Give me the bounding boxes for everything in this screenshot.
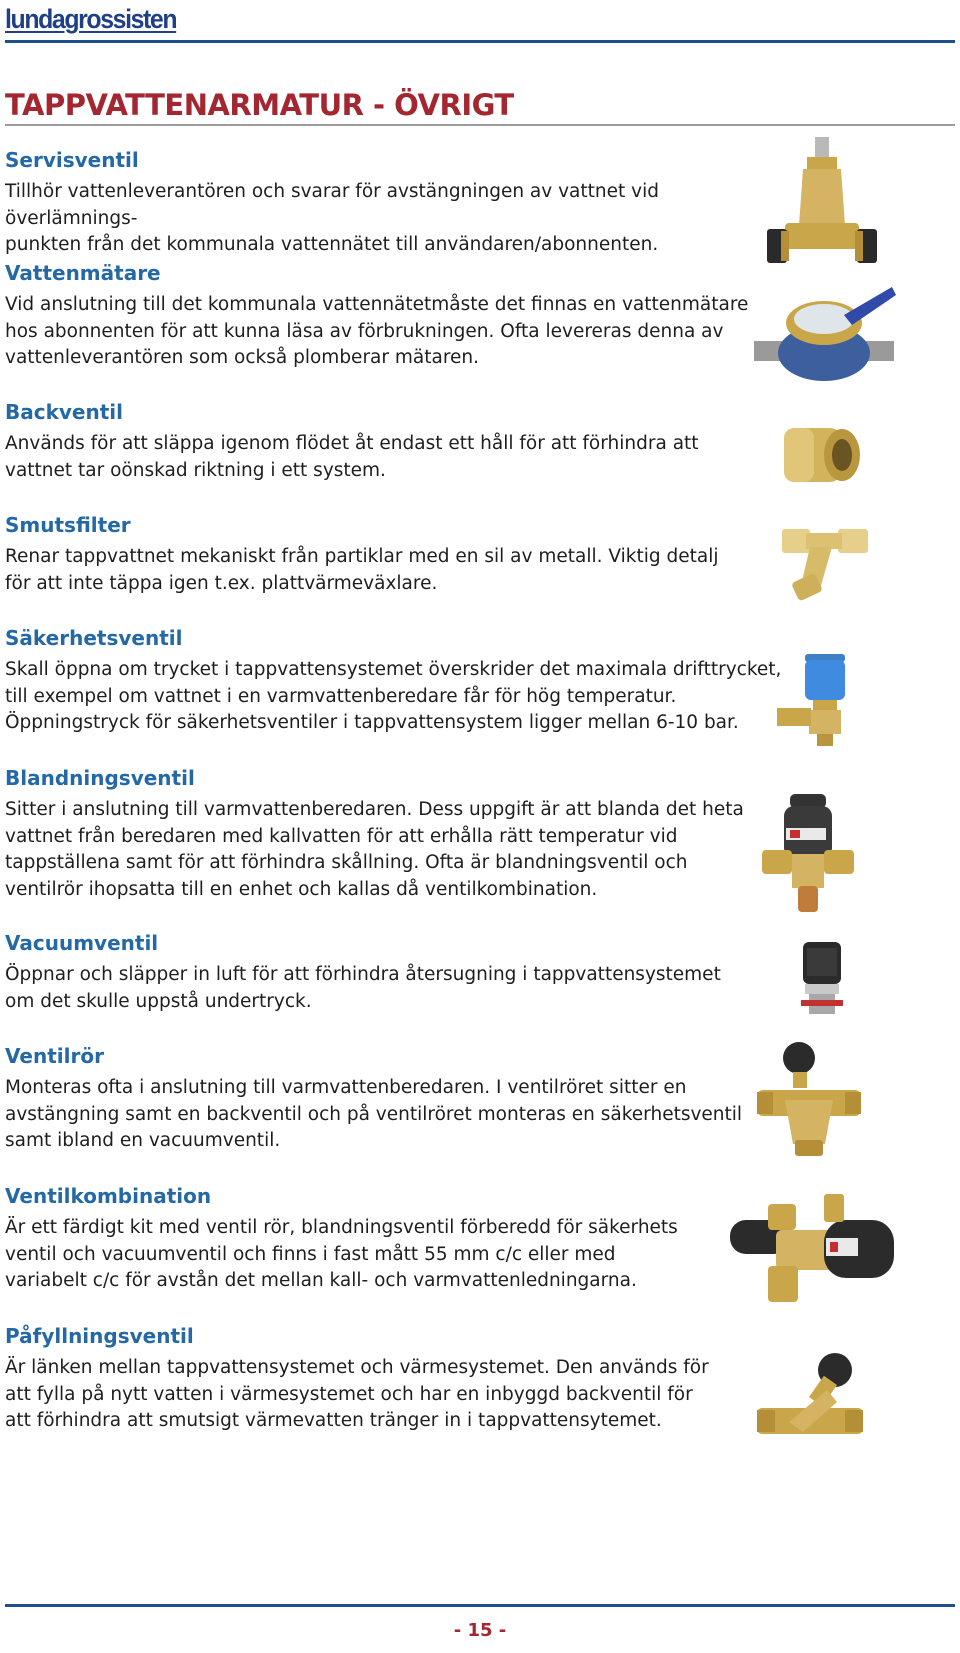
section-text: Sitter i anslutning till varmvattenberedaren. Dess uppgift är att blanda det heta vattnet från beredaren med kallvatten för att erhålla rätt temperatur vid tappställena samt för att förhindra skållning. Ofta är blandningsventil och ventilrör ihopsatta till en enhet och kallas då ventilkombination. (5, 799, 744, 900)
section-text: Är länken mellan tappvattensystemet och värmesystemet. Den används för att fylla på nytt vatten i värmesystemet och har en inbyggd backventil för att förhindra att smutsigt värmevatten tränger in i tappvattensytemet. (5, 1357, 709, 1431)
page-title: TAPPVATTENARMATUR - ÖVRIGT (5, 88, 514, 122)
logo (5, 2, 191, 36)
service-valve-icon (765, 135, 880, 270)
section-heading: Vacuumventil (5, 931, 159, 955)
mixing-valve-icon (760, 790, 856, 915)
check-valve-icon (780, 420, 862, 490)
section-servisventil (5, 147, 785, 259)
section-blandningsventil (5, 765, 785, 903)
section-text: Renar tappvattnet mekaniskt från partiklar med en sil av metall. Viktig detalj för att inte täppa igen t.ex. plattvärmeväxlare. (5, 546, 719, 594)
section-heading: Påfyllningsventil (5, 1324, 194, 1348)
footer-rule (5, 1604, 955, 1607)
section-text: Skall öppna om trycket i tappvattensystemet överskrider det maximala drifttrycket, till exempel om vattnet i en varmvattenberedare får för hög temperatur. Öppningstryck för säkerhetsventiler i tappvattensystem ligger mellan 6-10 bar. (5, 659, 782, 733)
section-backventil (5, 399, 785, 484)
section-heading: Säkerhetsventil (5, 626, 183, 650)
section-heading: Servisventil (5, 148, 139, 172)
section-vacuumventil (5, 930, 785, 1015)
strainer-icon (780, 525, 870, 603)
filling-valve-icon (755, 1350, 865, 1445)
title-rule (5, 124, 955, 126)
section-heading: Blandningsventil (5, 766, 195, 790)
section-text: Öppnar och släpper in luft för att förhindra återsugning i tappvattensystemet om det skulle uppstå undertryck. (5, 964, 721, 1012)
valve-combination-icon (728, 1190, 898, 1315)
section-heading: Ventilrör (5, 1044, 104, 1068)
section-text: Tillhör vattenleverantören och svarar för avstängningen av vattnet vid överlämnings- punkten från det kommunala vattennätet till användaren/abonnenten. (5, 181, 659, 255)
section-heading: Smutsfilter (5, 513, 131, 537)
logo-text: lundagrossisten (5, 3, 177, 34)
section-heading: Backventil (5, 400, 124, 424)
section-text: Vid anslutning till det kommunala vattennätetmåste det finnas en vattenmätare hos abonnenten för att kunna läsa av förbrukningen. Ofta levereras denna av vattenleverantören som också plomberar mätaren. (5, 294, 749, 368)
section-ventilror (5, 1043, 785, 1155)
safety-valve-icon (775, 650, 850, 748)
section-sakerhetsventil (5, 625, 785, 737)
header-rule (5, 40, 955, 43)
section-heading: Vattenmätare (5, 261, 161, 285)
section-text: Monteras ofta i anslutning till varmvattenberedaren. I ventilröret sitter en avstängning samt en backventil och på ventilröret monteras en säkerhetsventil samt ibland en vacuumventil. (5, 1077, 743, 1151)
section-pafyllningsventil (5, 1323, 785, 1435)
page-number: - 15 - (453, 1620, 507, 1641)
section-vattenmatare (5, 260, 785, 372)
section-ventilkombination (5, 1183, 785, 1295)
water-meter-icon (752, 285, 897, 385)
valve-pipe-icon (755, 1040, 863, 1158)
section-smutsfilter (5, 512, 785, 597)
section-heading: Ventilkombination (5, 1184, 212, 1208)
section-text: Används för att släppa igenom flödet åt endast ett håll för att förhindra att vattnet tar oönskad riktning i ett system. (5, 433, 699, 481)
vacuum-valve-icon (797, 940, 847, 1018)
section-text: Är ett färdigt kit med ventil rör, blandningsventil förberedd för säkerhets ventil och vacuumventil och finns i fast mått 55 mm c/c eller med variabelt c/c för avstån det mellan kall- och varmvattenledningarna. (5, 1217, 678, 1291)
